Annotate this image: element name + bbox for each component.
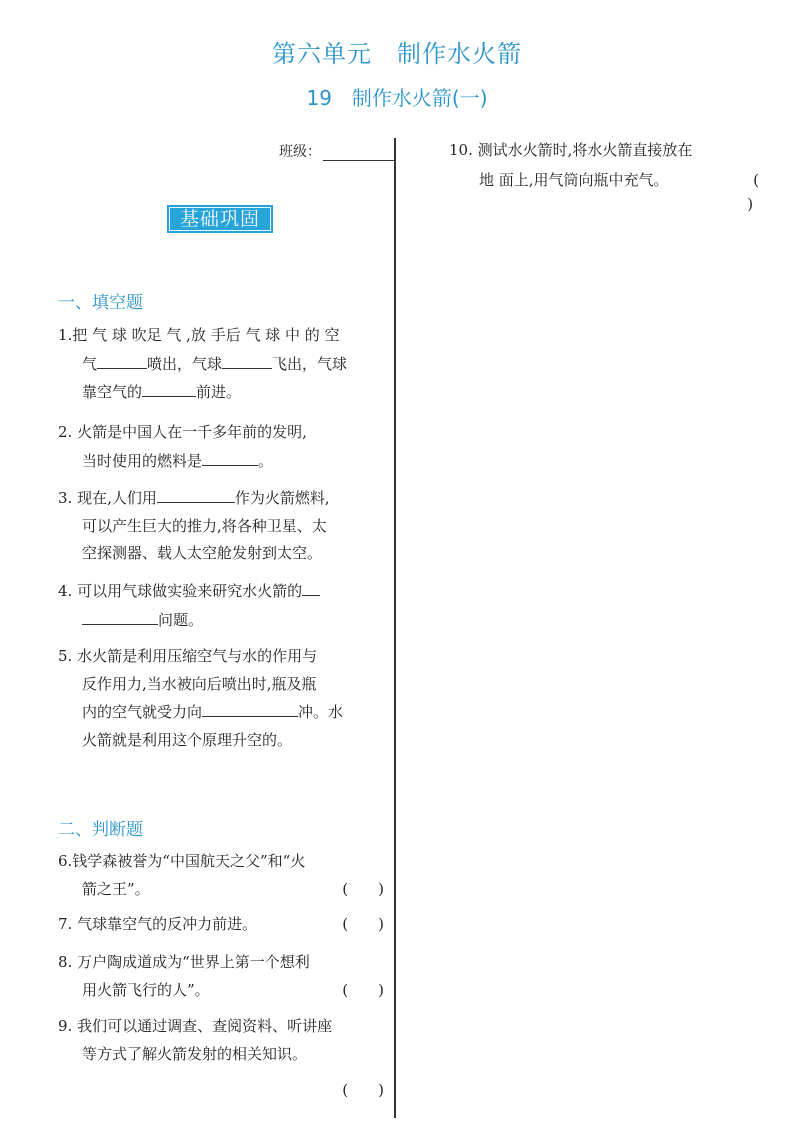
q2-line1: 2. 火箭是中国人在一千多年前的发明, — [58, 423, 307, 441]
q3-line2: 可以产生巨大的推力,将各种卫星、太 — [82, 516, 327, 535]
q5-line4: 火箭就是利用这个原理升空的。 — [82, 730, 293, 749]
answer-paren[interactable]: ( ) — [342, 1081, 384, 1099]
question-5 — [58, 643, 384, 754]
q6-line2: 箭之王”。 ( ) — [58, 876, 384, 904]
q10-line2: 地 面上,用气筒向瓶中充气。 ( — [449, 165, 759, 195]
question-10 — [449, 135, 759, 219]
section-fill-title: 一、填空题 — [58, 293, 143, 313]
blank[interactable] — [82, 606, 158, 625]
q6-line1: 6.钱学森被誉为“中国航天之父”和“火 — [58, 852, 306, 870]
q4-line2: 问题。 — [58, 606, 384, 635]
q9-line1: 9. 我们可以通过调查、查阅资料、听讲座 — [58, 1017, 333, 1035]
blank[interactable] — [157, 484, 235, 503]
blank[interactable] — [142, 378, 196, 397]
q5-line3: 内的空气就受力向 冲。水 — [58, 698, 384, 727]
q8-line1: 8. 万户陶成道成为“世界上第一个想利 — [58, 953, 310, 971]
answer-paren[interactable]: ( ) — [342, 980, 384, 999]
q1-line3: 靠空气的 前进。 — [58, 378, 384, 407]
q3-line3: 空探测器、载人太空舱发射到太空。 — [82, 544, 323, 562]
q5-line1: 5. 水火箭是利用压缩空气与水的作用与 — [58, 647, 318, 665]
question-4 — [58, 577, 384, 634]
question-1 — [58, 322, 384, 407]
class-field — [279, 141, 395, 161]
q9-line2: 等方式了解火箭发射的相关知识。 — [82, 1044, 308, 1063]
question-8 — [58, 949, 384, 1004]
question-2 — [58, 419, 384, 475]
blank[interactable] — [302, 577, 320, 596]
badge-label: 基础巩固 — [179, 208, 260, 230]
lesson-title: 19 制作水火箭(一) — [306, 86, 488, 110]
q5-line2: 反作用力,当水被向后喷出时,瓶及瓶 — [82, 674, 317, 693]
class-blank[interactable] — [323, 145, 395, 161]
q1-line1: 1.把 气 球 吹足 气 ,放 手后 气 球 中 的 空 — [58, 326, 340, 344]
q2-line2: 当时使用的燃料是 。 — [58, 447, 384, 476]
q4-line1: 4. 可以用气球做实验来研究水火箭的 — [58, 577, 384, 606]
answer-paren[interactable]: ( ) — [342, 915, 384, 933]
q10-line1: 10. 测试水火箭时,将水火箭直接放在 — [449, 141, 693, 159]
answer-paren[interactable]: ( ) — [342, 879, 384, 898]
q1-line2: 气 喷出，气球 飞出，气球 — [58, 350, 384, 379]
question-3 — [58, 484, 384, 568]
question-6 — [58, 848, 384, 903]
q3-line1: 3. 现在,人们用 作为火箭燃料, — [58, 484, 384, 513]
answer-paren-open[interactable]: ( — [753, 171, 759, 189]
blank[interactable] — [97, 350, 147, 369]
blank[interactable] — [202, 698, 298, 717]
column-divider — [394, 138, 396, 1118]
section-judge-title: 二、判断题 — [58, 820, 143, 840]
question-9 — [58, 1013, 384, 1105]
blank[interactable] — [222, 350, 272, 369]
blank[interactable] — [202, 447, 258, 466]
q7-line1: 7. 气球靠空气的反冲力前进。 ( ) — [58, 911, 384, 939]
question-7 — [58, 911, 384, 939]
q8-line2: 用火箭飞行的人”。 ( ) — [58, 977, 384, 1005]
class-label: 班级： — [279, 144, 321, 160]
section-badge — [167, 205, 273, 233]
badge-border — [169, 207, 271, 231]
answer-paren-close[interactable]: ) — [747, 195, 754, 213]
unit-title: 第六单元 制作水火箭 — [272, 40, 522, 68]
